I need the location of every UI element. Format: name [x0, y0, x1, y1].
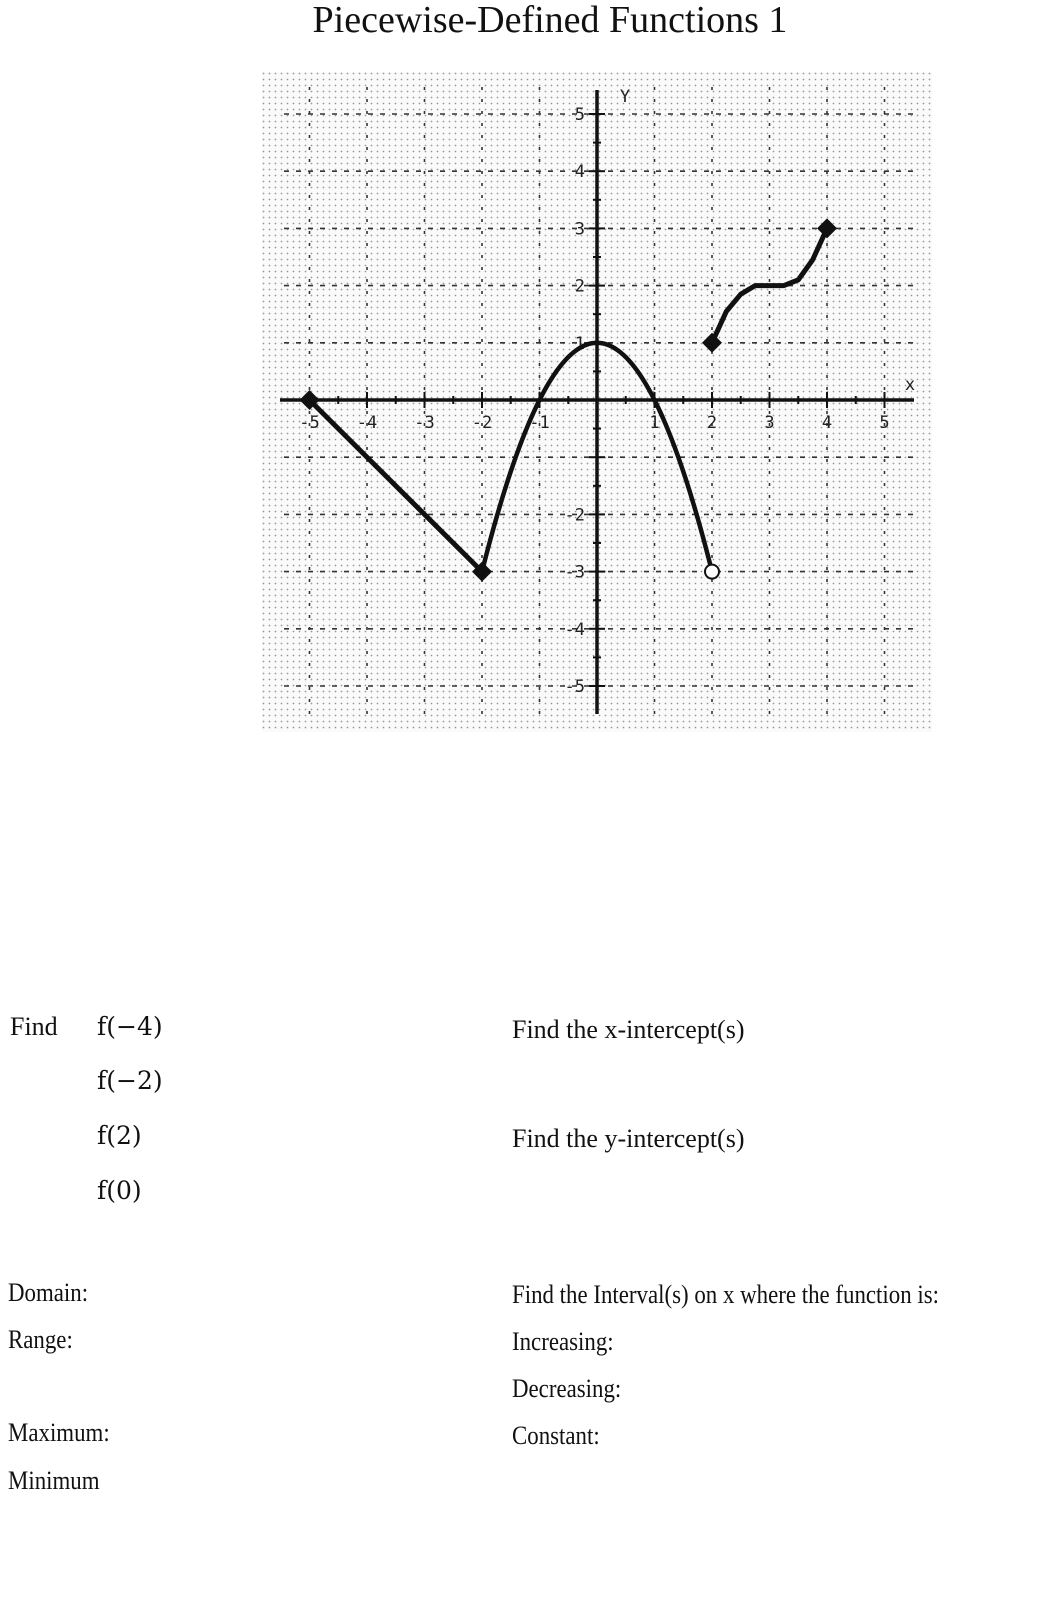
y-tick-label: 1 — [574, 333, 585, 354]
x-tick-label: -3 — [414, 413, 435, 433]
y-tick-label: 3 — [574, 219, 585, 240]
y-tick-label: -3 — [564, 562, 585, 583]
page-title: Piecewise-Defined Functions 1 — [312, 0, 788, 41]
x-tick-label: -1 — [529, 413, 550, 433]
x-tick-label: -4 — [356, 413, 378, 433]
y-tick-label: 2 — [574, 276, 585, 297]
y-axis-label: Y — [619, 87, 631, 107]
domain-label: Domain: — [8, 1278, 89, 1307]
x-tick-label: -5 — [299, 413, 320, 433]
eval-f-2: f(2) — [97, 1121, 142, 1150]
eval-f-0: f(0) — [97, 1176, 142, 1205]
y-intercepts-question: Find the y-intercept(s) — [512, 1124, 745, 1153]
eval-f-neg4: f(−4) — [97, 1012, 163, 1041]
constant-label: Constant: — [512, 1421, 600, 1450]
x-tick-label: -2 — [471, 413, 493, 433]
y-tick-label: -4 — [564, 619, 585, 640]
x-tick-label: 1 — [649, 413, 660, 433]
y-tick-label: 4 — [574, 162, 585, 183]
x-axis-label: x — [904, 375, 916, 395]
open-endpoint — [705, 565, 719, 579]
y-tick-label: 5 — [574, 105, 585, 125]
x-tick-label: 4 — [821, 413, 833, 433]
y-tick-label: -2 — [564, 505, 585, 526]
find-label: Find — [10, 1012, 58, 1041]
y-tick-label: -5 — [564, 677, 585, 697]
piecewise-function-graph — [262, 72, 932, 732]
x-tick-label: 3 — [764, 413, 775, 433]
range-label: Range: — [8, 1325, 73, 1354]
x-tick-label: 2 — [706, 413, 718, 433]
intervals-prompt: Find the Interval(s) on x where the function is: — [512, 1280, 939, 1309]
maximum-label: Maximum: — [8, 1418, 110, 1447]
decreasing-label: Decreasing: — [512, 1374, 622, 1403]
x-tick-label: 5 — [879, 413, 890, 433]
increasing-label: Increasing: — [512, 1327, 614, 1356]
x-intercepts-question: Find the x-intercept(s) — [512, 1015, 745, 1044]
minimum-label: Minimum — [8, 1466, 100, 1495]
eval-f-neg2: f(−2) — [97, 1066, 163, 1095]
